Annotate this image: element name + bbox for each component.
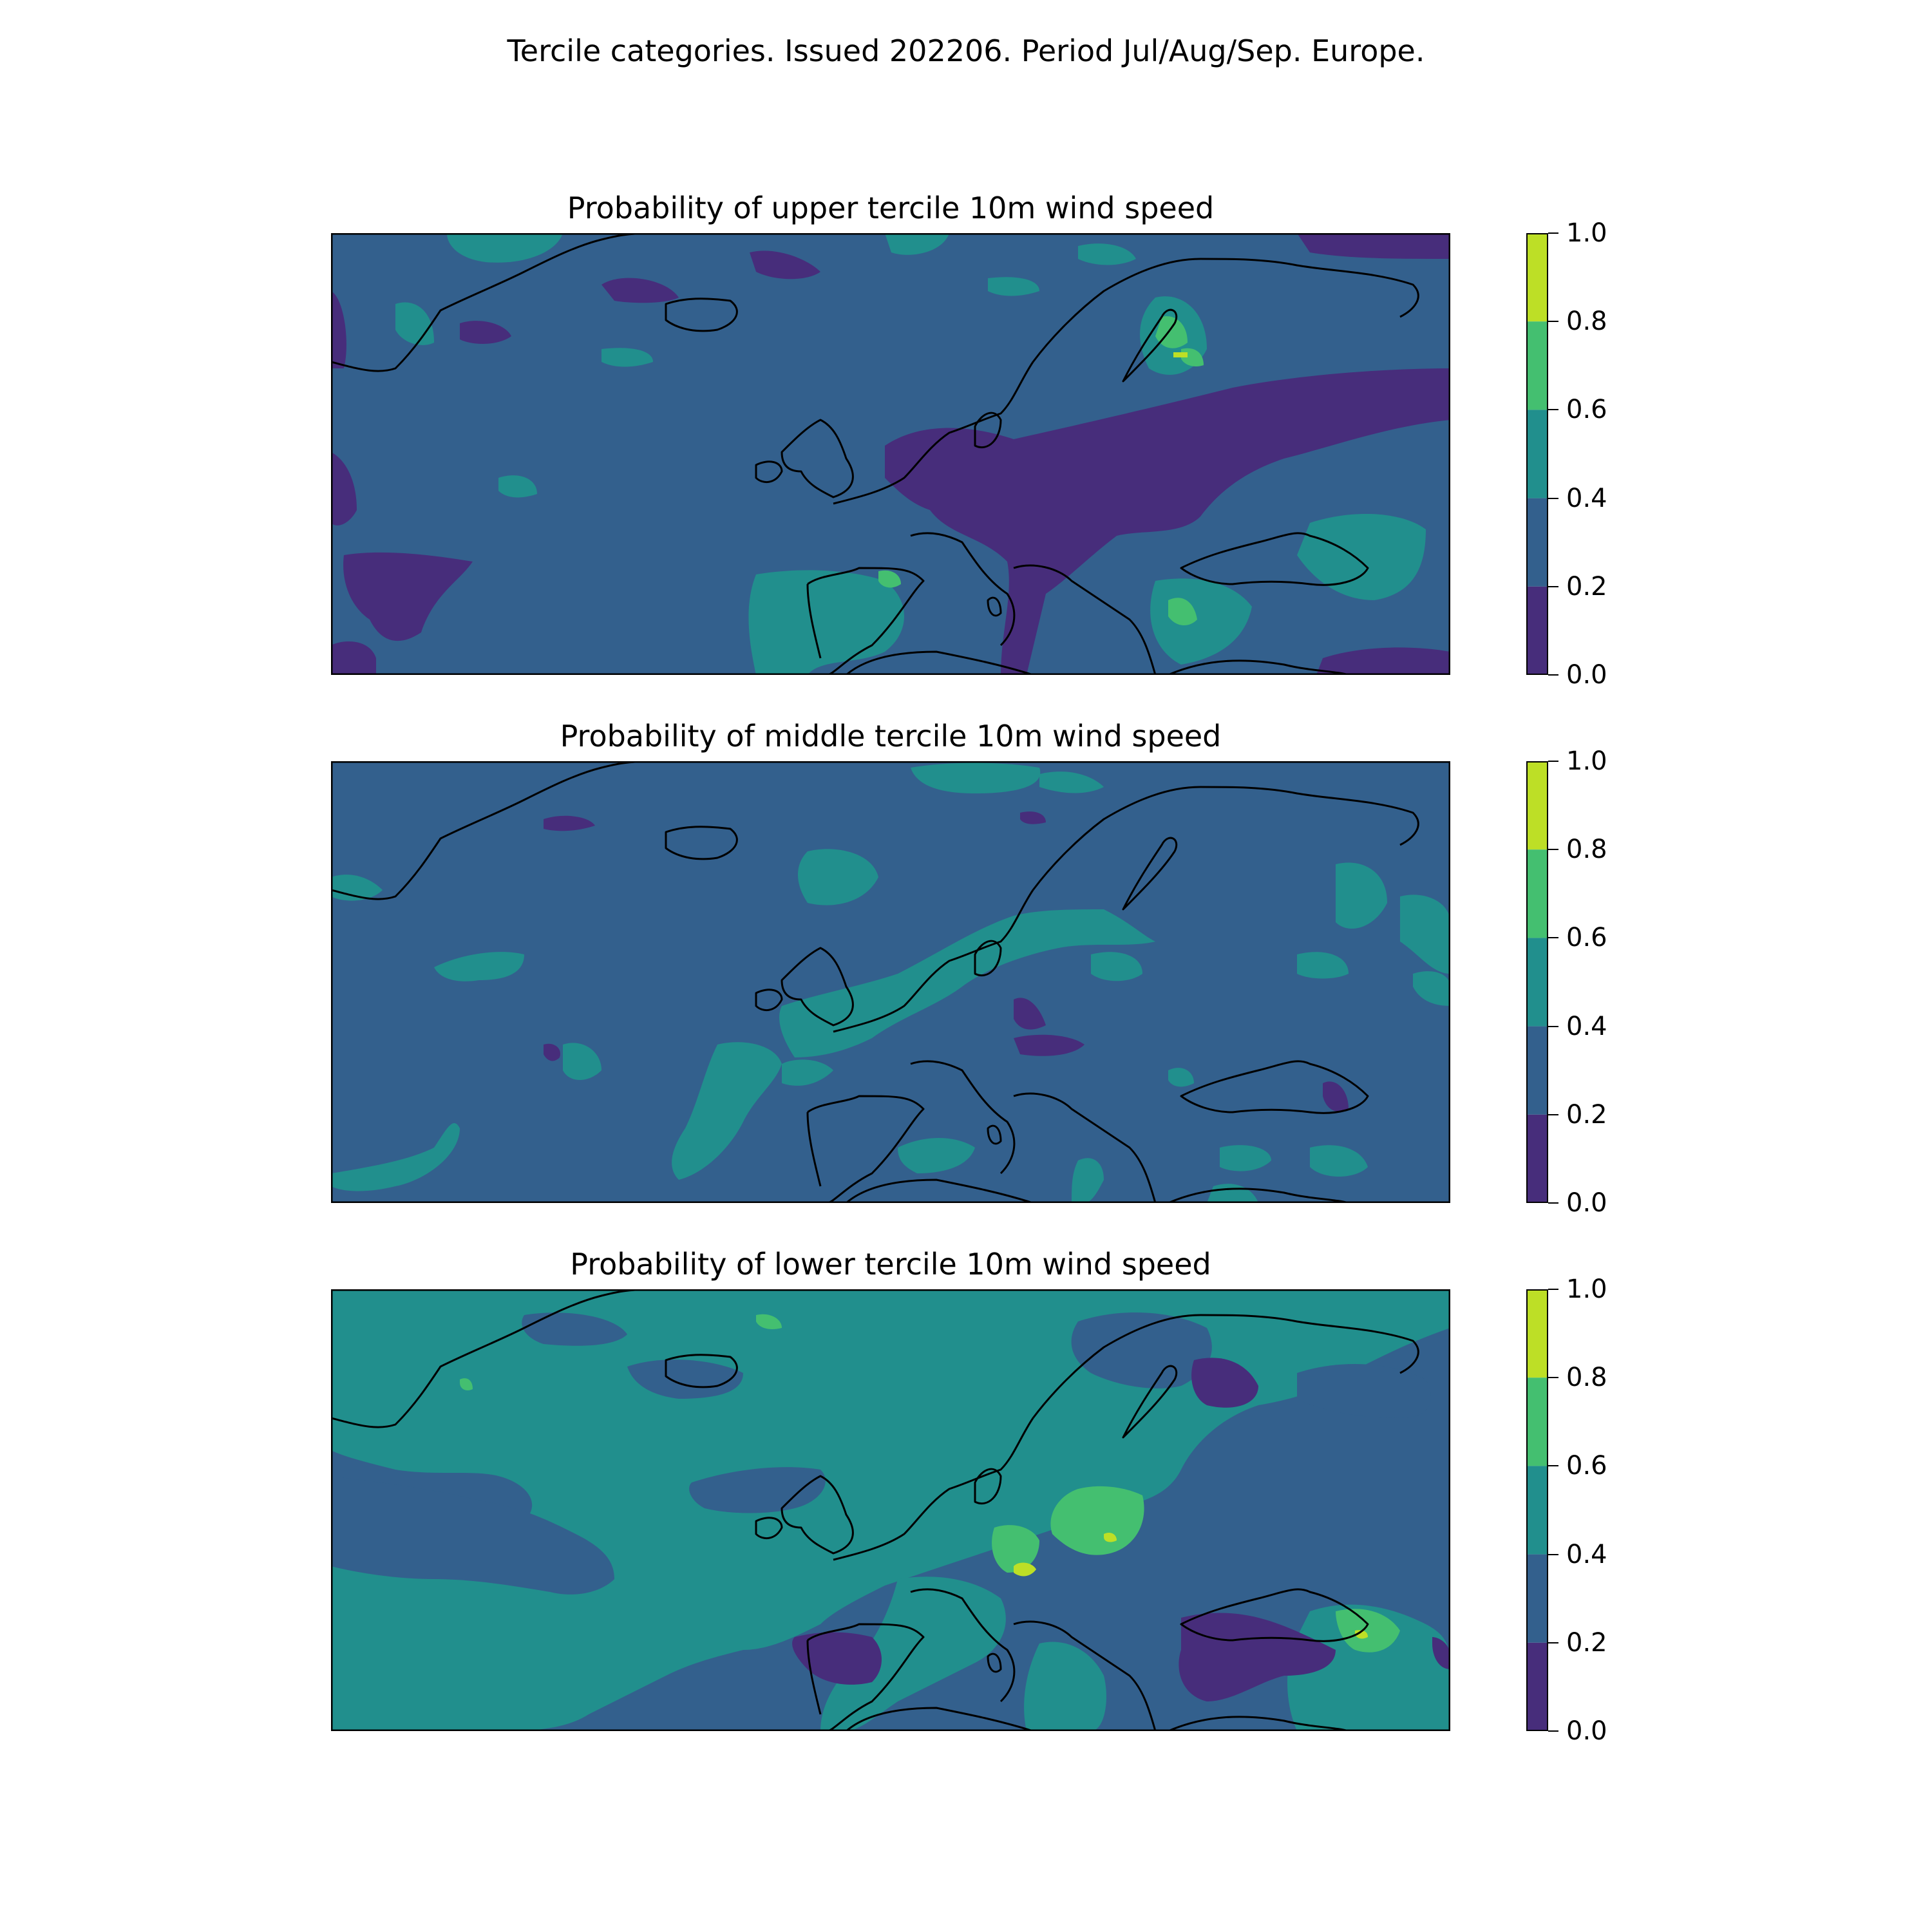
colorbar-tick: 0.0	[1566, 1188, 1607, 1218]
colorbar-tick: 0.4	[1566, 1012, 1607, 1041]
peak-probability-region	[1173, 352, 1188, 357]
figure-title: Tercile categories. Issued 202206. Period Jul/Aug/Sep. Europe.	[507, 33, 1425, 68]
colorbar-tick: 0.6	[1566, 1451, 1607, 1481]
map-upper-tercile	[331, 233, 1450, 675]
map-lower-tercile	[331, 1289, 1450, 1731]
colorbar-tick: 0.4	[1566, 1540, 1607, 1569]
colorbar-lower	[1526, 1289, 1548, 1731]
colorbar-tick: 0.6	[1566, 923, 1607, 952]
colorbar-tick: 1.0	[1566, 218, 1607, 248]
colorbar-tick: 0.6	[1566, 395, 1607, 424]
colorbar-tick: 0.4	[1566, 484, 1607, 513]
colorbar-tick: 0.8	[1566, 835, 1607, 864]
colorbar-tick: 0.2	[1566, 572, 1607, 601]
colorbar-middle	[1526, 761, 1548, 1203]
colorbar-upper	[1526, 233, 1548, 675]
panel-title-upper: Probability of upper tercile 10m wind speed	[567, 191, 1215, 225]
panel-title-middle: Probability of middle tercile 10m wind speed	[560, 719, 1222, 753]
panel-title-lower: Probability of lower tercile 10m wind speed	[570, 1247, 1211, 1282]
map-middle-tercile	[331, 761, 1450, 1203]
colorbar-tick: 0.2	[1566, 1100, 1607, 1130]
colorbar-tick: 1.0	[1566, 746, 1607, 776]
colorbar-tick: 0.8	[1566, 307, 1607, 336]
colorbar-tick: 1.0	[1566, 1274, 1607, 1304]
colorbar-tick: 0.8	[1566, 1363, 1607, 1392]
colorbar-tick: 0.0	[1566, 660, 1607, 690]
colorbar-tick: 0.2	[1566, 1628, 1607, 1658]
colorbar-tick: 0.0	[1566, 1716, 1607, 1746]
